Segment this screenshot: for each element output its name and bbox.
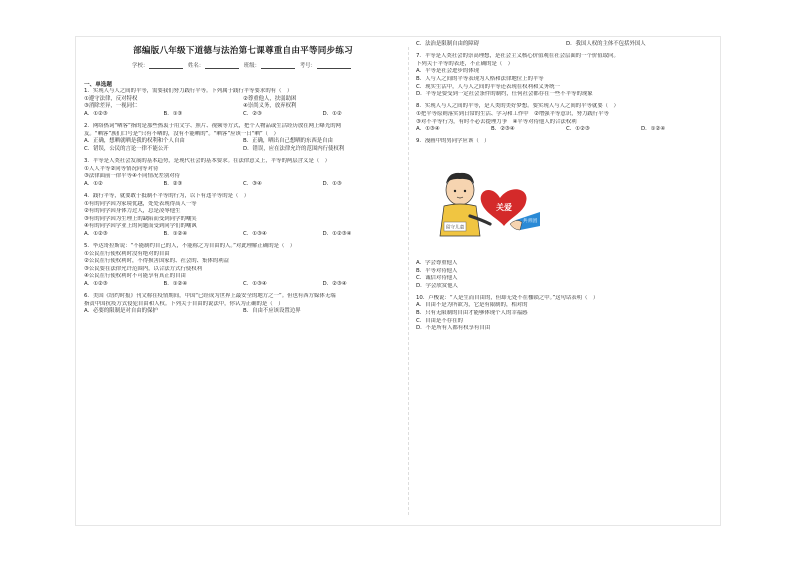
option-b[interactable]: B．①③: [163, 110, 183, 117]
option-c[interactable]: C．①③④: [243, 230, 267, 237]
statement: ④公民在行使权利时不可能享有真正的自由: [84, 273, 186, 280]
statement: ②有的同学因身体力过人，总是凌辱他生: [84, 208, 181, 215]
statement: ④崇尚义务，放弃权利: [243, 103, 297, 110]
statement: ③公民要在法律允许范围内，以合法方式行使权利: [84, 265, 203, 272]
option-a[interactable]: A．①②③: [84, 281, 108, 288]
option-d[interactable]: D．①②④: [641, 126, 666, 133]
statement: ①有的同学因为家境优越，处处表现得高人一等: [84, 200, 197, 207]
statement: ④有的同学因学业上的问题而受到同学们的嘲讽: [84, 223, 197, 230]
question-8: 8．实现人与人之间的平等，是人类的美好梦想。要实现人与人之间的平等就要（ ）: [416, 103, 619, 110]
option-d[interactable]: D．①②③④: [322, 230, 352, 237]
q1-options: [84, 111, 402, 119]
option-d[interactable]: D．学会欣赏他人: [416, 282, 458, 289]
option-a[interactable]: A．正确，想晒就晒是我的权利和个人自由: [84, 138, 185, 145]
question-9: 9．漫画中的男同学应该（ ）: [416, 138, 490, 145]
column-divider: [408, 47, 409, 515]
question-7-cont: 下列关于平等的表述，不正确的是（ ）: [416, 60, 514, 67]
q8-options: [416, 126, 716, 134]
option-b[interactable]: B．②③: [163, 180, 183, 187]
q6-options: [84, 308, 402, 316]
question-4: 4．践行平等，就要敢于抵制不平等的行为，以下有违平等的是（ ）: [84, 192, 250, 199]
boy-eye: [454, 190, 456, 192]
student-info-line: [84, 61, 402, 69]
q5-options: [84, 281, 402, 289]
number-label: 考号：: [299, 63, 316, 69]
question-1: 1．实现人与人之间的平等，需要我们努力践行平等。下列属于践行平等要求的有（ ）: [84, 88, 293, 94]
boy-label: 留守儿童: [445, 225, 465, 231]
option-b[interactable]: B．正确，晒出自己想晒的东西是自由: [243, 138, 333, 145]
option-d[interactable]: D．平等是要受到一定社会条件的制约，任何社会都存在一些不平等的现象: [416, 91, 593, 98]
option-d[interactable]: D．①②: [322, 110, 342, 117]
question-3: 3．平等是人类社会发展的基本趋势，是现代社会的基本要求。在法律意义上，平等的两层含义是（ ）: [84, 157, 331, 164]
name-field[interactable]: [205, 62, 239, 69]
option-c[interactable]: C．①②③: [566, 126, 590, 133]
worksheet-page: [76, 37, 720, 525]
q1-statements: [84, 103, 402, 111]
option-a[interactable]: A．必要的限制是对自由的保护: [84, 308, 158, 315]
option-a[interactable]: A．①②③: [84, 230, 108, 237]
option-a[interactable]: A．自由不是为所欲为，它是有限制的，相对的: [416, 302, 528, 309]
q2-options: [84, 138, 402, 146]
q2-options: [84, 146, 402, 154]
option-c[interactable]: C．①③④: [243, 281, 267, 288]
question-2: 2．网络热词“晒客”指的是那些热衷于用文字、照片、视频等方式，把个人物品或生活经历放在网上曝光的网: [84, 122, 341, 129]
left-column: [84, 37, 402, 316]
statement: ③消除差异，一视同仁: [84, 103, 138, 110]
option-a[interactable]: A．①②: [84, 180, 103, 187]
option-c[interactable]: C．错误，公民的言论一律不能公开: [84, 145, 169, 152]
q4-options: [84, 231, 402, 239]
section-heading: 一、单选题: [84, 82, 112, 88]
statement: ①公民在行使权利时没有绝对的自由: [84, 250, 170, 257]
boy-eye: [464, 190, 466, 192]
option-c[interactable]: C．自由是不存在的: [416, 317, 463, 324]
statement: ②公民在行使权利时，不得损害国家的、社会的、集体的利益: [84, 258, 229, 265]
option-c[interactable]: C．法治是限制自由的障碍: [416, 41, 480, 47]
class-label: 班级：: [243, 63, 261, 69]
badge-text: 共青团: [522, 218, 538, 224]
number-field[interactable]: [317, 62, 351, 69]
option-b[interactable]: B．①②④: [163, 281, 188, 288]
statement: ③法律面前一律平等④不同情况差别对待: [84, 173, 180, 180]
option-b[interactable]: B．②③④: [491, 126, 515, 133]
school-field[interactable]: [149, 62, 183, 69]
option-a[interactable]: A．平等是社会进步的体现: [416, 68, 479, 75]
option-c[interactable]: C．诚信对待他人: [416, 275, 458, 282]
option-a[interactable]: A．①③④: [416, 126, 440, 133]
heart-text: 关爱: [496, 202, 512, 212]
statement: ③对不平等行为，有时不必去提理力争 ④平等对待他人的合法权利: [416, 118, 577, 125]
statement: ①人人平等②同等情况同等对待: [84, 165, 159, 172]
option-d[interactable]: D．不是所有人都有权享有自由: [416, 325, 491, 332]
statement: ①把平等原则落实到日常的生活、学习和工作中 ②增强平等意识，努力践行平等: [416, 110, 609, 117]
cartoon-svg: [430, 154, 540, 252]
q3-options: [84, 181, 402, 189]
question-6-cont: 指责中国抗疫方式侵犯自由和人权。下列关于自由的说法中，你认为正确的是（ ）: [84, 300, 284, 307]
option-d[interactable]: D．①③: [322, 180, 342, 187]
option-b[interactable]: B．①②④: [163, 230, 188, 237]
option-c[interactable]: C．③④: [243, 180, 262, 187]
option-b[interactable]: B．自由不应该设置边界: [243, 308, 301, 315]
option-d[interactable]: D．②③④: [322, 281, 347, 288]
option-b[interactable]: B．只有无限制的自由才能够体现个人的幸福感: [416, 310, 528, 317]
giving-hand: [510, 220, 522, 230]
option-a[interactable]: A．①②③: [84, 110, 108, 117]
option-b[interactable]: B．人与人之间的平等表现为人格和法律地位上的平等: [416, 75, 544, 82]
option-c[interactable]: C．现实生活中，人与人之间的平等还表现在权利和义务统一: [416, 83, 560, 90]
question-7: 7．平等是人类社会的崇高理想，是社会主义核心价值观在社会层面的一个价值取向。: [416, 53, 619, 60]
name-label: 姓名：: [187, 63, 205, 69]
question-10: 10．卢梭说：“人是生而自由的，但却无处不在枷锁之中。”这句话表明（ ）: [416, 294, 599, 301]
q6-options-cont: [416, 41, 716, 49]
question-6: 6．美国《纽约时报》刊文称在疫情期间，中国“已经成为世界上最安全的地方之一”。但也有西方媒体无端: [84, 293, 336, 300]
question-2-cont: 友。“晒客”族们口号是“只有不晒的，没有不能晒的”。“晒客”应该一日“晒”（ ）: [84, 130, 279, 137]
cartoon-illustration: [430, 154, 540, 252]
question-5: 5．毕达哥拉斯说：“不能制约自己的人，不能称之为自由的人。”对此理解正确的是（ ）: [84, 243, 296, 250]
option-d[interactable]: D．错误，应在法律允许的范围内行使权利: [243, 145, 345, 152]
option-b[interactable]: B．平等对待他人: [416, 267, 458, 274]
option-a[interactable]: A．学会尊重他人: [416, 259, 458, 266]
statement: ③有的同学因为生理上的缺陷而受到同学的嘲笑: [84, 215, 197, 222]
option-d[interactable]: D．我国人权的主体不包括外国人: [566, 41, 646, 47]
statement: ②尊重他人，扶弱助困: [243, 95, 297, 102]
statement: ①遵守法律，反对特权: [84, 95, 138, 102]
school-label: 学校：: [132, 63, 149, 69]
page-title: 部编版八年级下道德与法治第七课尊重自由平等同步练习: [133, 46, 353, 56]
class-field[interactable]: [261, 62, 295, 69]
right-column: [416, 41, 716, 333]
option-c[interactable]: C．②③: [243, 110, 262, 117]
